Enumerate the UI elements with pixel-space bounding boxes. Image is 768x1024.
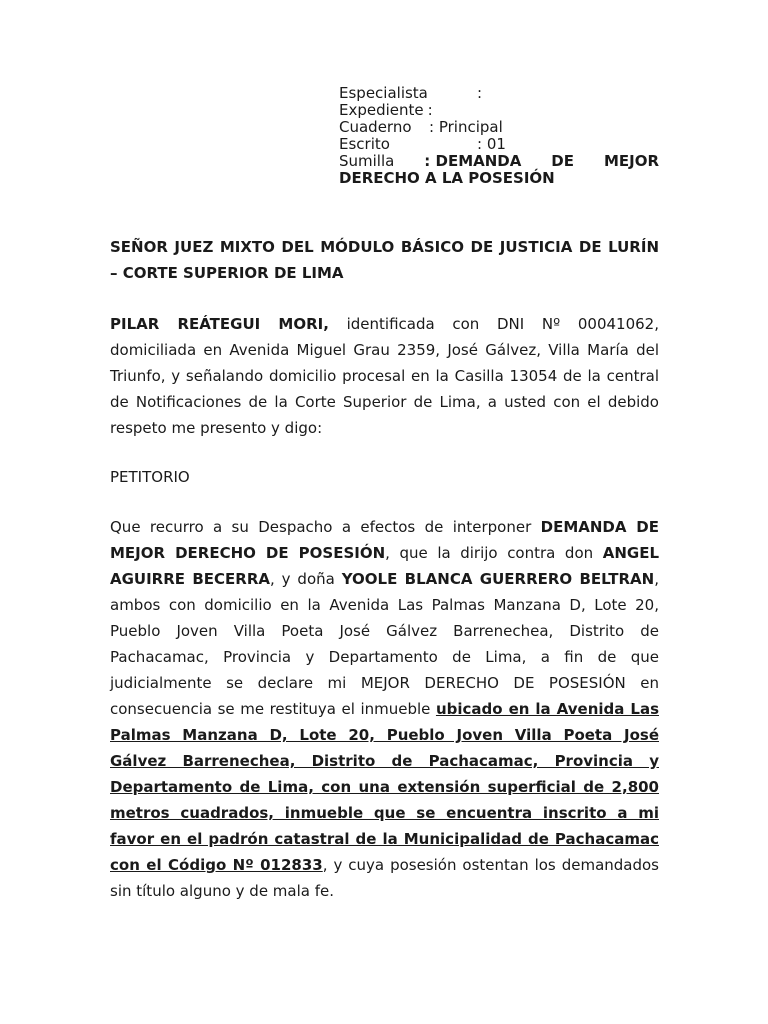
caption-especialista	[339, 85, 659, 102]
caption-cuaderno	[339, 119, 659, 136]
escrito-value: : 01	[477, 135, 506, 153]
sumilla-word: DE	[551, 152, 574, 170]
caption-expediente	[339, 102, 659, 119]
especialista-label: Especialista	[339, 84, 428, 102]
defendant-2: YOOLE BLANCA GUERRERO BELTRAN	[341, 570, 655, 588]
intro-paragraph	[110, 311, 659, 441]
caption-sumilla	[339, 153, 659, 170]
petitorio-text: , que la dirijo contra don	[385, 544, 603, 562]
sumilla-word: : DEMANDA	[424, 152, 522, 170]
sumilla-word: MEJOR	[603, 152, 659, 170]
defendant-1: ANGEL AGUIRRE BECERRA	[110, 544, 659, 588]
expediente-separator: :	[427, 101, 433, 119]
petitorio-text: , y doña	[270, 570, 342, 588]
caption-escrito	[339, 136, 659, 153]
court-heading: SEÑOR JUEZ MIXTO DEL MÓDULO BÁSICO DE JUSTICIA DE LURÍN – CORTE SUPERIOR DE LIMA	[110, 238, 659, 282]
escrito-label: Escrito	[339, 135, 390, 153]
petitorio-text: , y cuya posesión ostentan los demandados sin título alguno y de mala fe.	[110, 856, 659, 900]
cuaderno-label: Cuaderno	[339, 118, 412, 136]
intro-text: identificada con DNI Nº 00041062, domiciliada en Avenida Miguel Grau 2359, José Gálvez, Villa María del Triunfo, y señalando domicilio procesal en la Casilla 13054 de la central de Notificaciones de la Corte Superior de Lima, a usted con el debido respeto me presento y digo:	[110, 315, 659, 437]
petitorio-text: Que recurro a su Despacho a efectos de interponer	[110, 518, 541, 536]
cuaderno-value: : Principal	[429, 118, 503, 136]
expediente-label: Expediente	[339, 101, 424, 119]
sumilla-label: Sumilla	[339, 152, 395, 170]
case-caption	[339, 85, 659, 187]
petitorio-paragraph	[110, 514, 659, 904]
property-description: ubicado en la Avenida Las Palmas Manzana D, Lote 20, Pueblo Joven Villa Poeta José Gálvez Barrenechea, Distrito de Pachacamac, Provincia y Departamento de Lima, con una extensión superficial de 2,800 metros cuadrados, inmueble que se encuentra inscrito a mi favor en el padrón catastral de la Municipalidad de Pachacamac con el Código Nº 012833	[110, 700, 659, 874]
petitorio-title: PETITORIO	[110, 468, 190, 486]
sumilla-line-2: DERECHO A LA POSESIÓN	[339, 169, 555, 187]
especialista-separator: :	[477, 84, 483, 102]
plaintiff-name: PILAR REÁTEGUI MORI,	[110, 315, 329, 333]
demand-type: DEMANDA DE MEJOR DERECHO DE POSESIÓN	[110, 518, 659, 562]
petitorio-text: , ambos con domicilio en la Avenida Las Palmas Manzana D, Lote 20, Pueblo Joven Villa Poeta José Gálvez Barrenechea, Distrito de Pachacamac, Provincia y Departamento de Lima, a fin de que judicialmente se declare mi MEJOR DERECHO DE POSESIÓN en consecuencia se me restituya el inmueble	[110, 570, 659, 718]
